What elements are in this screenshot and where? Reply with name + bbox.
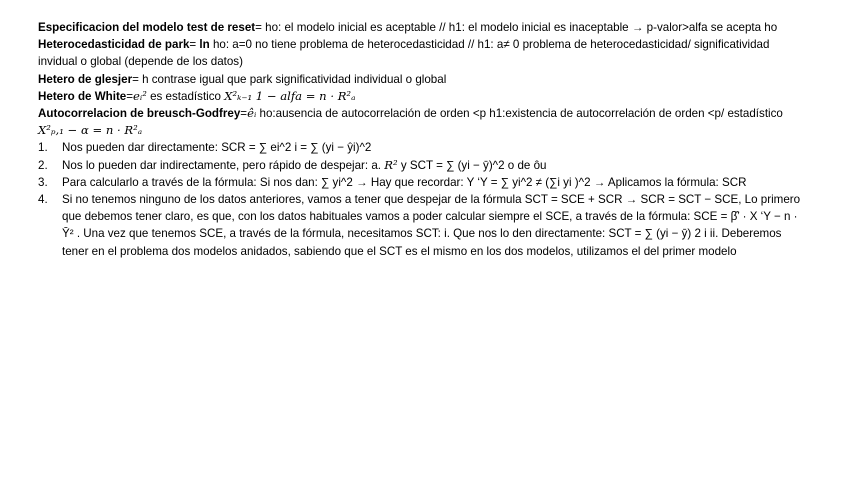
scr-list [38, 139, 808, 259]
list-item [38, 157, 808, 174]
reset-test-text: = ho: el modelo inicial es aceptable // h1: el modelo inicial es inaceptable → p-valor>alfa se acepta ho [255, 21, 778, 34]
reset-test-label: Especificacion del modelo test de reset [38, 21, 256, 34]
glesjer-text: = h contrase igual que park significatividad individual o global [132, 72, 447, 86]
white-text: es estadístico [146, 89, 225, 103]
white-line [38, 88, 808, 105]
white-math-stat: X²ₖ₋₁ 1 − alfa = n · R²ₐ [224, 88, 356, 103]
list-number: 1. [38, 141, 48, 155]
park-line [38, 36, 808, 70]
breusch-label: Autocorrelacion de breusch-Godfrey [38, 107, 241, 121]
park-ln: ln [199, 38, 210, 52]
glesjer-label: Hetero de glesjer [38, 72, 133, 86]
list-item [38, 174, 808, 191]
list-text: y SCT = ∑ (yi − ȳ)^2 o de ôu [397, 158, 547, 172]
breusch-eq: = [240, 107, 248, 121]
list-item [38, 191, 808, 260]
list-text: Para calcularlo a través de la fórmula: Si nos dan: ∑ yi^2 → Hay que recordar: Y ‘Y = ∑ yi^2 ≠ (∑i yi )^2 → Aplicamos la fórmula: SCR [62, 175, 747, 189]
document-body [38, 19, 808, 260]
breusch-line [38, 105, 808, 139]
white-eq: = [126, 89, 134, 103]
list-number: 2. [38, 158, 48, 172]
breusch-math-stat: X²ₚ,₁ − α = n · R²ₐ [38, 123, 143, 138]
white-math-residual: eᵢ² [133, 88, 147, 103]
list-number: 4. [38, 193, 48, 207]
list-number: 3. [38, 175, 48, 189]
park-text: ho: a=0 no tiene problema de heterocedasticidad // h1: a≠ 0 problema de heterocedasticidad/ significatividad invidual o global (depende de los datos) [38, 38, 770, 69]
list-text: Nos lo pueden dar indirectamente, pero rápido de despejar: a. [62, 158, 385, 172]
white-label: Hetero de White [38, 89, 127, 103]
list-text: Nos pueden dar directamente: SCR = ∑ ei^2 i = ∑ (yi − ŷi)^2 [62, 141, 372, 155]
list-item [38, 139, 808, 156]
reset-test-line [38, 19, 808, 36]
breusch-text: ho:ausencia de autocorrelación de orden <p h1:existencia de autocorrelación de orden <p/ estadístico [256, 107, 783, 121]
glesjer-line [38, 71, 808, 88]
park-label: Heterocedasticidad de park [38, 38, 190, 52]
list-text: Si no tenemos ninguno de los datos anteriores, vamos a tener que despejar de la fórmula SCT = SCE + SCR → SCR = SCT − SCE, Lo primero que debemos tener claro, es que, con los datos habituales vamos a poder calcular siempre el SCE, a través de la fórmula: SCE = β̂’ · X ‘Y − n · Ȳ² . Una vez que tenemos SCE, a través de la fórmula, necesitamos SCT: i. Que nos lo den directamente: SCT = ∑ (yi − ȳ) 2 i ii. Deberemos tener en el problema dos modelos anidados, sabiendo que el SCT es el mismo en los dos modelos, utilizamos el del primer modelo [62, 193, 801, 258]
breusch-math-residual: êᵢ [247, 106, 257, 121]
park-eq: = [189, 38, 200, 52]
list-math: R² [384, 157, 398, 172]
